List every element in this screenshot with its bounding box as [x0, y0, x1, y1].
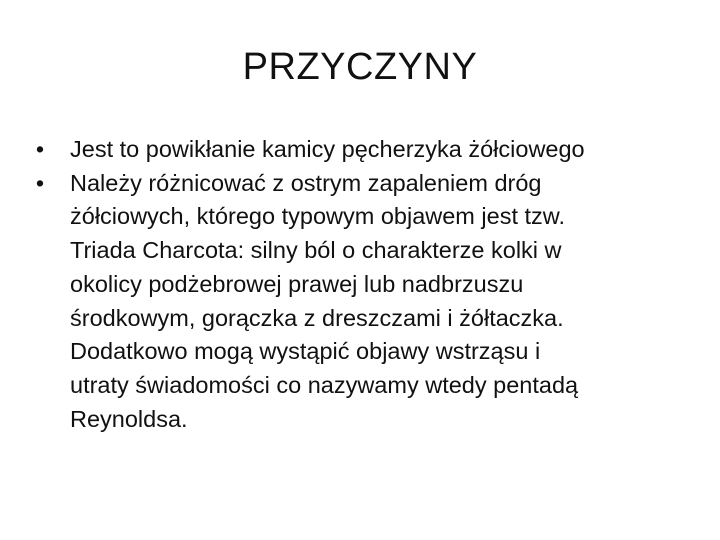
bullet-text-line: Należy różnicować z ostrym zapaleniem dróg [70, 169, 542, 196]
bullet-text-line: Jest to powikłanie kamicy pęcherzyka żółciowego [70, 136, 585, 162]
bullet-item-differentiation [30, 167, 690, 437]
bullet-text-line: okolicy podżebrowej prawej lub nadbrzuszu [70, 270, 524, 297]
bullet-text-line: utraty świadomości co nazywamy wtedy pentadą [70, 371, 579, 398]
bullet-text-line: Dodatkowo mogą wystąpić objawy wstrząsu i [70, 338, 541, 365]
slide-title: PRZYCZYNY [242, 46, 478, 88]
bullet-list [30, 133, 690, 436]
bullet-item-complication [30, 133, 690, 167]
bullet-text-line: Reynoldsa. [70, 405, 188, 432]
bullet-icon: • [35, 136, 45, 162]
bullet-text-line: żółciowych, którego typowym objawem jest tzw. [70, 203, 565, 230]
bullet-text-line: Triada Charcota: silny ból o charakterze kolki w [70, 237, 562, 264]
bullet-text-line: środkowym, gorączka z dreszczami i żółtaczka. [70, 304, 564, 331]
bullet-icon: • [35, 169, 45, 196]
